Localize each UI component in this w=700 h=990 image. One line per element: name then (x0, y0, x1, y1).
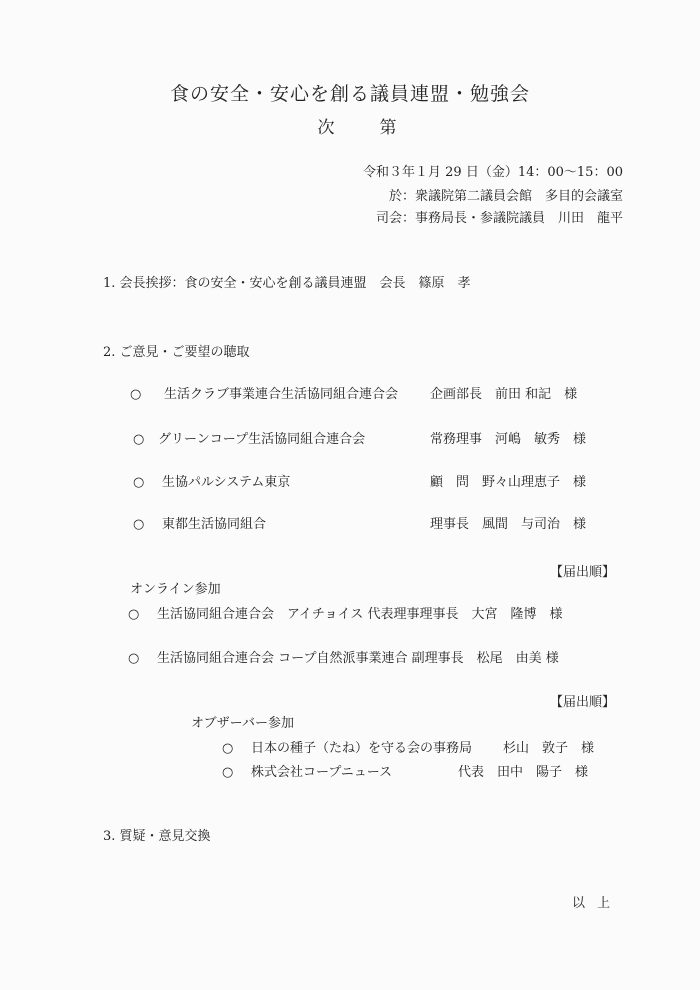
observer-person: 杉山 敦子 様 (503, 741, 595, 756)
closing-mark: 以上 (571, 896, 622, 911)
speaker-org: グリーンコープ生活協同組合連合会 (158, 432, 366, 447)
speaker-person: 理事長 風間 与司治 様 (430, 517, 587, 532)
observer-org: 日本の種子（たね）を守る会の事務局 (251, 741, 473, 756)
observer-person: 代表 田中 陽子 様 (458, 765, 589, 780)
speaker-person: 顧 問 野々山理恵子 様 (430, 475, 587, 490)
online-entry: 生活協同組合連合会 コープ自然派事業連合 副理事長 松尾 由美 様 (157, 651, 559, 666)
meeting-venue: 於：衆議院第二議員会館 多目的会議室 (388, 189, 623, 204)
bullet-circle-icon: ○ (133, 475, 145, 490)
speaker-org: 東都生活協同組合 (162, 517, 267, 532)
bullet-circle-icon: ○ (128, 607, 140, 622)
meeting-date: 令和３年１月 29 日（金）14：00～15：00 (363, 165, 623, 180)
section-2-heading: 2. ご意見・ご要望の聴取 (103, 345, 250, 360)
online-entry: 生活協同組合連合会 アイチョイス 代表理事理事長 大宮 隆博 様 (157, 607, 563, 622)
bullet-circle-icon: ○ (222, 741, 234, 756)
page-subtitle: 次 第 (317, 118, 411, 138)
observer-label: オブザーバー参加 (191, 716, 294, 731)
bullet-circle-icon: ○ (128, 651, 140, 666)
speaker-org: 生協パルシステム東京 (162, 475, 291, 490)
online-label: オンライン参加 (130, 582, 221, 597)
observer-org: 株式会社コープニュース (251, 765, 393, 780)
bullet-circle-icon: ○ (130, 387, 142, 402)
section-3-heading: 3. 質疑・意見交換 (103, 829, 211, 844)
order-note: 【届出順】 (549, 695, 615, 710)
order-note: 【届出順】 (549, 565, 615, 580)
section-1-greeting: 1. 会長挨拶：食の安全・安心を創る議員連盟 会長 篠原 孝 (103, 276, 471, 291)
bullet-circle-icon: ○ (222, 765, 234, 780)
bullet-circle-icon: ○ (133, 517, 145, 532)
speaker-person: 常務理事 河嶋 敏秀 様 (430, 432, 587, 447)
speaker-person: 企画部長 前田 和記 様 (430, 387, 578, 402)
meeting-host: 司会：事務局長・参議院議員 川田 龍平 (375, 211, 623, 226)
speaker-org: 生活クラブ事業連合生活協同組合連合会 (164, 387, 399, 402)
page-title: 食の安全・安心を創る議員連盟・勉強会 (169, 83, 530, 105)
bullet-circle-icon: ○ (133, 432, 145, 447)
